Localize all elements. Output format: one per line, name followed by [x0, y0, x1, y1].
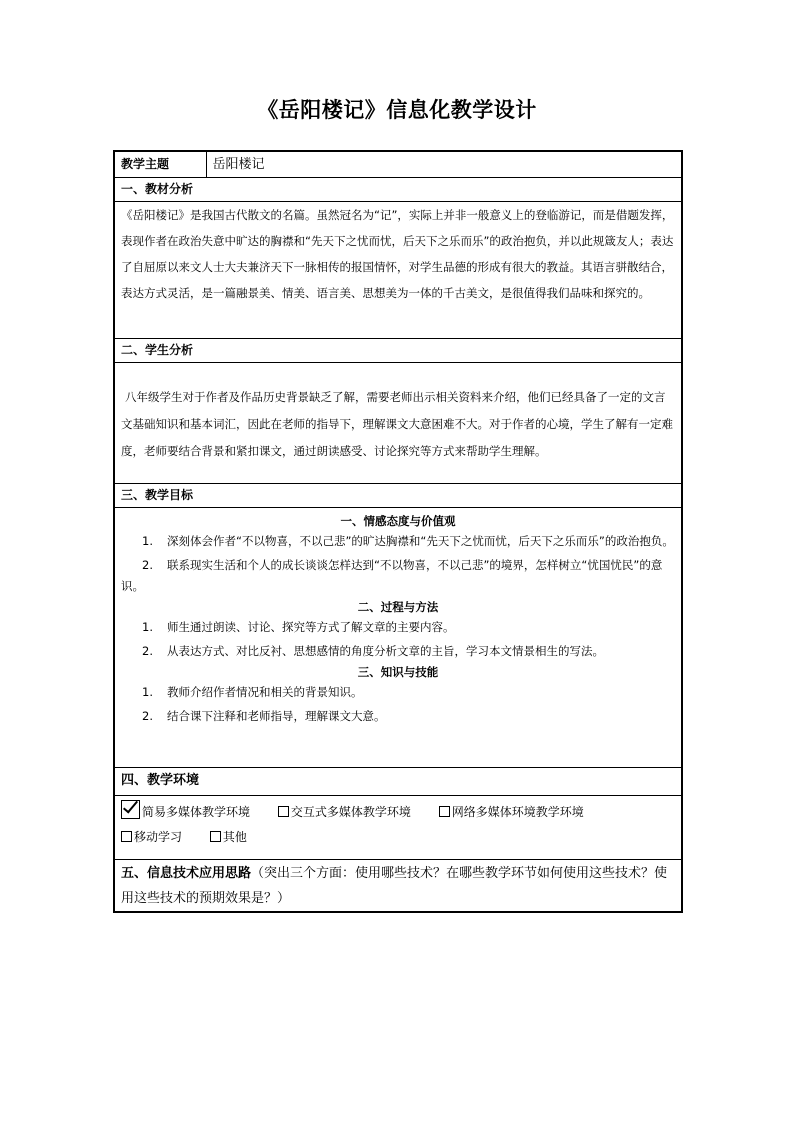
goal-item-text: 联系现实生活和个人的成长谈谈怎样达到“不以物喜，不以己悲”的境界，怎样树立“忧国忧民”的意识。 — [121, 558, 663, 593]
goal-group-title: 一、情感态度与价值观 — [340, 514, 456, 528]
env-option-network[interactable] — [439, 805, 584, 819]
goal-item — [121, 617, 675, 638]
tech-note: （突出三个方面：使用哪些技术？在哪些教学环节如何使用这些技术？使用这些技术的预期效果是？） — [121, 866, 668, 906]
env-option-simple[interactable] — [121, 805, 250, 819]
theme-row — [114, 151, 682, 178]
goal-item-text: 师生通过朗读、讨论、探究等方式了解文章的主要内容。 — [167, 620, 455, 634]
theme-label: 教学主题 — [114, 151, 206, 178]
env-option-interactive[interactable] — [278, 805, 411, 819]
students-heading: 二、学生分析 — [114, 339, 682, 363]
goal-item-num: 2. — [142, 709, 153, 723]
env-option-label: 网络多媒体环境教学环境 — [451, 805, 584, 819]
checked-checkbox-icon[interactable] — [121, 800, 140, 819]
material-heading: 一、教材分析 — [114, 178, 682, 202]
goal-item-num: 2. — [142, 644, 153, 658]
goal-item — [121, 531, 675, 552]
tech-cell — [114, 860, 682, 913]
env-option-label: 交互式多媒体教学环境 — [290, 805, 411, 819]
checkbox-icon[interactable] — [121, 831, 132, 842]
environment-heading: 四、教学环境 — [114, 768, 682, 796]
goals-heading: 三、教学目标 — [114, 484, 682, 508]
page-title: 《岳阳楼记》信息化教学设计 — [257, 97, 537, 122]
env-option-other[interactable] — [210, 830, 247, 844]
env-option-label: 移动学习 — [134, 830, 183, 844]
goal-item — [121, 555, 675, 597]
theme-value: 岳阳楼记 — [206, 151, 682, 178]
goal-item-num: 2. — [142, 558, 153, 572]
students-text: 八年级学生对于作者及作品历史背景缺乏了解，需要老师出示相关资料来介绍，他们已经具备了一定的文言文基础知识和基本词汇，因此在老师的指导下，理解课文大意困难不大。对于作者的心境，学生了解有一定难度，老师要结合背景和紧扣课文，通过朗读感受、讨论探究等方式来帮助学生理解。 — [121, 390, 673, 458]
goal-item-num: 1. — [142, 685, 153, 699]
goal-group-title: 二、过程与方法 — [357, 600, 439, 614]
goal-item-num: 1. — [142, 534, 153, 548]
material-text: 《岳阳楼记》是我国古代散文的名篇。虽然冠名为“记”，实际上并非一般意义上的登临游记，而是借题发挥，表现作者在政治失意中旷达的胸襟和“先天下之忧而忧，后天下之乐而乐”的政治抱负，并以此规箴友人；表达了自屈原以来文人士大夫兼济天下一脉相传的报国情怀，对学生品德的形成有很大的教益。其语言骈散结合，表达方式灵活，是一篇融景美、情美、语言美、思想美为一体的千古美文，是很值得我们品味和探究的。 — [121, 208, 674, 300]
checkbox-icon[interactable] — [278, 806, 289, 817]
goal-item — [121, 682, 675, 703]
env-option-label: 简易多媒体教学环境 — [142, 805, 251, 819]
goal-item-text: 深刻体会作者“不以物喜，不以己悲”的旷达胸襟和“先天下之忧而忧，后天下之乐而乐”的政治抱负。 — [167, 534, 674, 548]
goal-item-text: 教师介绍作者情况和相关的背景知识。 — [167, 685, 363, 699]
checkbox-icon[interactable] — [210, 831, 221, 842]
lesson-design-table — [113, 150, 683, 913]
material-cell — [114, 202, 682, 339]
env-option-mobile[interactable] — [121, 830, 182, 844]
students-cell — [114, 363, 682, 484]
environment-cell — [114, 796, 682, 860]
goal-item-num: 1. — [142, 620, 153, 634]
checkbox-icon[interactable] — [439, 806, 450, 817]
goals-cell — [114, 508, 682, 768]
goal-item-text: 从表达方式、对比反衬、思想感情的角度分析文章的主旨，学习本文情景相生的写法。 — [167, 644, 604, 658]
goal-group-title: 三、知识与技能 — [357, 665, 439, 679]
env-option-label: 其他 — [222, 830, 247, 844]
goal-item — [121, 641, 675, 662]
tech-heading: 五、信息技术应用思路 — [121, 866, 252, 881]
goal-item-text: 结合课下注释和老师指导，理解课文大意。 — [167, 709, 386, 723]
goal-item — [121, 706, 675, 727]
